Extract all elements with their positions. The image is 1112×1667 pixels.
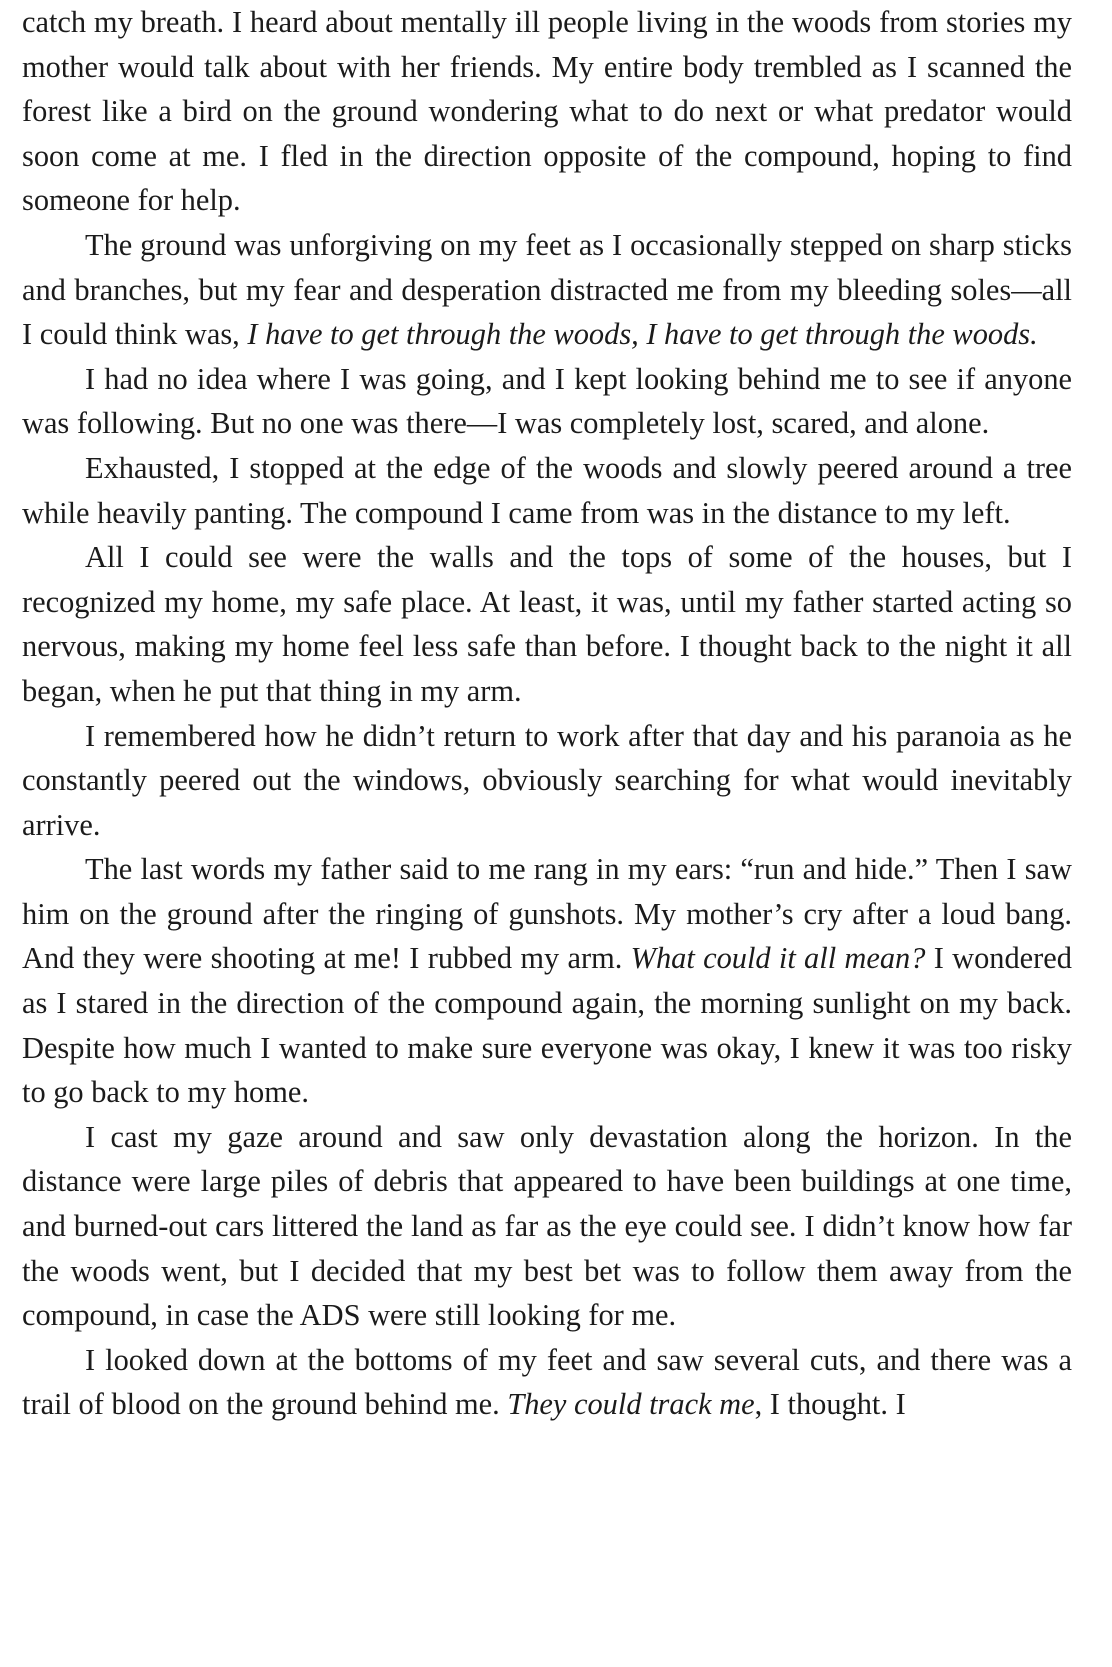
paragraph-9-text-b: , I thought. I <box>754 1387 906 1422</box>
paragraph-7-text-a: The last words my father said to me rang in my ears: “run and hide.” Then I saw him on the ground after the ringing of gunshots. My mother’s cry after a loud bang. And they were shooting at me! I rubbed my arm. <box>22 852 1072 976</box>
paragraph-6-text: I remembered how he didn’t return to work after that day and his paranoia as he constantly peered out the windows, obviously searching for what would inevitably arrive. <box>22 718 1072 842</box>
paragraph-7-italic-thought: What could it all mean? <box>630 941 926 976</box>
paragraph-1-text: catch my breath. I heard about mentally ill people living in the woods from stories my mother would talk about with her friends. My entire body trembled as I scanned the forest like a bird on the ground wondering what to do next or what predator would soon come at me. I fled in the direction opposite of the compound, hoping to find someone for help. <box>22 5 1072 218</box>
paragraph-5-text: All I could see were the walls and the tops of some of the houses, but I recognized my home, my safe place. At least, it was, until my father started acting so nervous, making my home feel less safe than before. I thought back to the night it all began, when he put that thing in my arm. <box>22 540 1072 708</box>
paragraph-5 <box>22 535 1072 713</box>
paragraph-8 <box>22 1115 1072 1338</box>
paragraph-3 <box>22 357 1072 446</box>
body-text <box>22 0 1072 1427</box>
paragraph-7-text-b: I wondered as I stared in the direction of the compound again, the morning sunlight on my back. Despite how much I wanted to make sure everyone was okay, I knew it was too risky to go back to my home. <box>22 941 1072 1110</box>
paragraph-3-text: I had no idea where I was going, and I kept looking behind me to see if anyone was following. But no one was there—I was completely lost, scared, and alone. <box>22 361 1072 441</box>
paragraph-2 <box>22 223 1072 357</box>
paragraph-9-italic-thought: They could track me <box>507 1387 755 1422</box>
paragraph-7 <box>22 847 1072 1115</box>
paragraph-9-text-a: I looked down at the bottoms of my feet and saw several cuts, and there was a trail of blood on the ground behind me. <box>22 1342 1072 1422</box>
paragraph-6 <box>22 714 1072 848</box>
paragraph-9 <box>22 1338 1072 1427</box>
paragraph-2-text: The ground was unforgiving on my feet as I occasionally stepped on sharp sticks and branches, but my fear and desperation distracted me from my bleeding soles—all I could think was, <box>22 227 1072 352</box>
paragraph-8-text: I cast my gaze around and saw only devastation along the horizon. In the distance were large piles of debris that appeared to have been buildings at one time, and burned-out cars littered the land as far as the eye could see. I didn’t know how far the woods went, but I decided that my best bet was to follow them away from the compound, in case the ADS were still looking for me. <box>22 1119 1072 1333</box>
paragraph-2-italic-thought: I have to get through the woods, I have to get through the woods. <box>247 317 1038 352</box>
paragraph-1 <box>22 0 1072 223</box>
paragraph-4 <box>22 446 1072 535</box>
paragraph-4-text: Exhausted, I stopped at the edge of the woods and slowly peered around a tree while heavily panting. The compound I came from was in the distance to my left. <box>22 450 1072 530</box>
